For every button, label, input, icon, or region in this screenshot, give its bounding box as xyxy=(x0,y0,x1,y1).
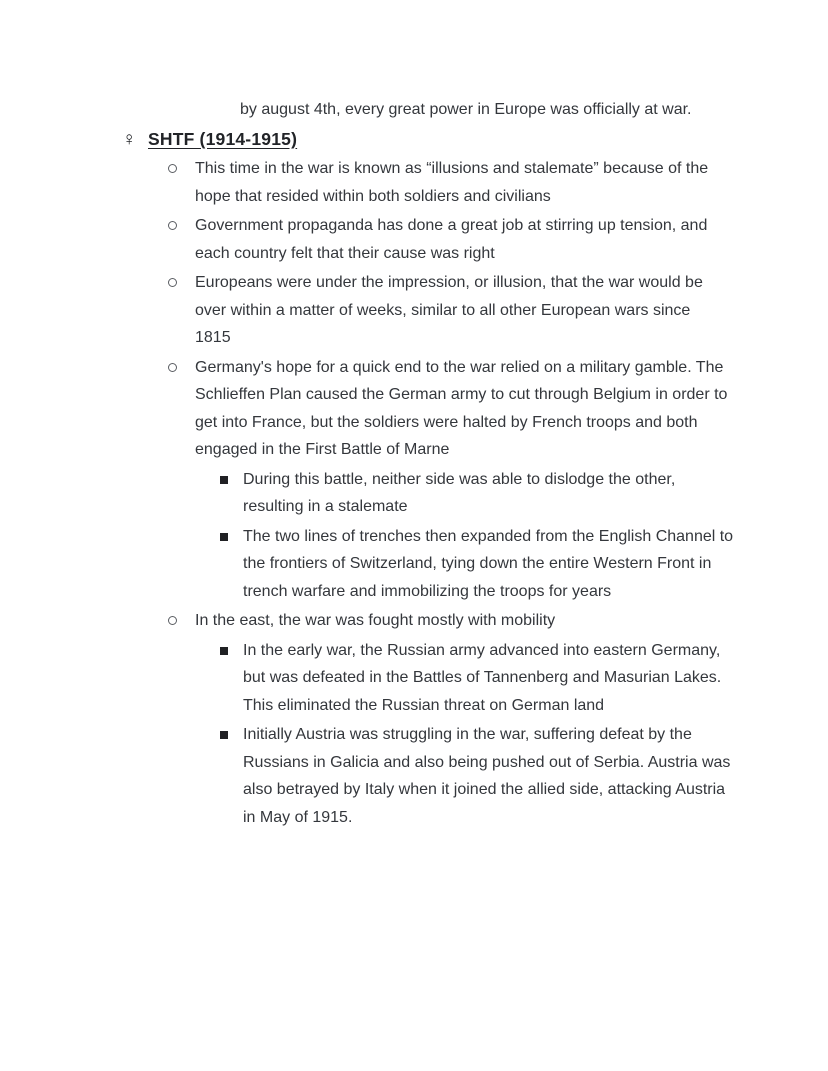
list-item xyxy=(168,155,828,210)
list-item xyxy=(168,269,828,352)
circle-bullet-icon xyxy=(168,155,195,210)
section-title: SHTF (1914-1915) xyxy=(148,128,298,149)
continuation-paragraph: by august 4th, every great power in Europe was officially at war. xyxy=(240,101,692,118)
circle-bullet-icon xyxy=(168,354,195,464)
list-item xyxy=(220,721,828,831)
list-item xyxy=(168,607,828,635)
circle-bullet-icon xyxy=(168,269,195,352)
list-item xyxy=(168,354,828,464)
list-item-text: Europeans were under the impression, or illusion, that the war would be over within a matter of weeks, similar to all other European wars since 1815 xyxy=(195,274,703,346)
square-bullet-icon xyxy=(220,721,243,831)
notes-list xyxy=(0,155,828,831)
list-item-text: The two lines of trenches then expanded from the English Channel to the frontiers of Switzerland, tying down the entire Western Front in trench warfare and immobilizing the troops for years xyxy=(243,527,734,600)
square-bullet-icon xyxy=(220,523,243,606)
list-item xyxy=(168,212,828,267)
list-item xyxy=(220,466,828,521)
list-item-text: This time in the war is known as “illusions and stalemate” because of the hope that resided within both soldiers and civilians xyxy=(195,160,709,205)
circle-bullet-icon xyxy=(168,607,195,635)
square-bullet-icon xyxy=(220,637,243,720)
list-item-text: Initially Austria was struggling in the war, suffering defeat by the Russians in Galicia and also being pushed out of Serbia. Austria was also betrayed by Italy when it joined the allied side, attacking Austria in May of 1915. xyxy=(243,726,731,826)
list-item-text: In the east, the war was fought mostly with mobility xyxy=(195,612,556,629)
list-item-text: In the early war, the Russian army advanced into eastern Germany, but was defeated in the Battles of Tannenberg and Masurian Lakes. This eliminated the Russian threat on German land xyxy=(243,641,722,714)
circle-bullet-icon xyxy=(168,212,195,267)
female-sign-bullet-icon: ♀ xyxy=(122,128,137,150)
list-item-text: During this battle, neither side was able to dislodge the other, resulting in a stalemate xyxy=(243,470,676,515)
list-item-text: Germany's hope for a quick end to the war relied on a military gamble. The Schlieffen Plan caused the German army to cut through Belgium in order to get into France, but the soldiers were halted by French troops and both engaged in the First Battle of Marne xyxy=(195,358,728,458)
square-bullet-icon xyxy=(220,466,243,521)
list-item-text: Government propaganda has done a great job at stirring up tension, and each country felt that their cause was right xyxy=(195,217,708,262)
list-item xyxy=(220,523,828,606)
section-heading-row xyxy=(122,126,828,154)
list-item xyxy=(220,637,828,720)
